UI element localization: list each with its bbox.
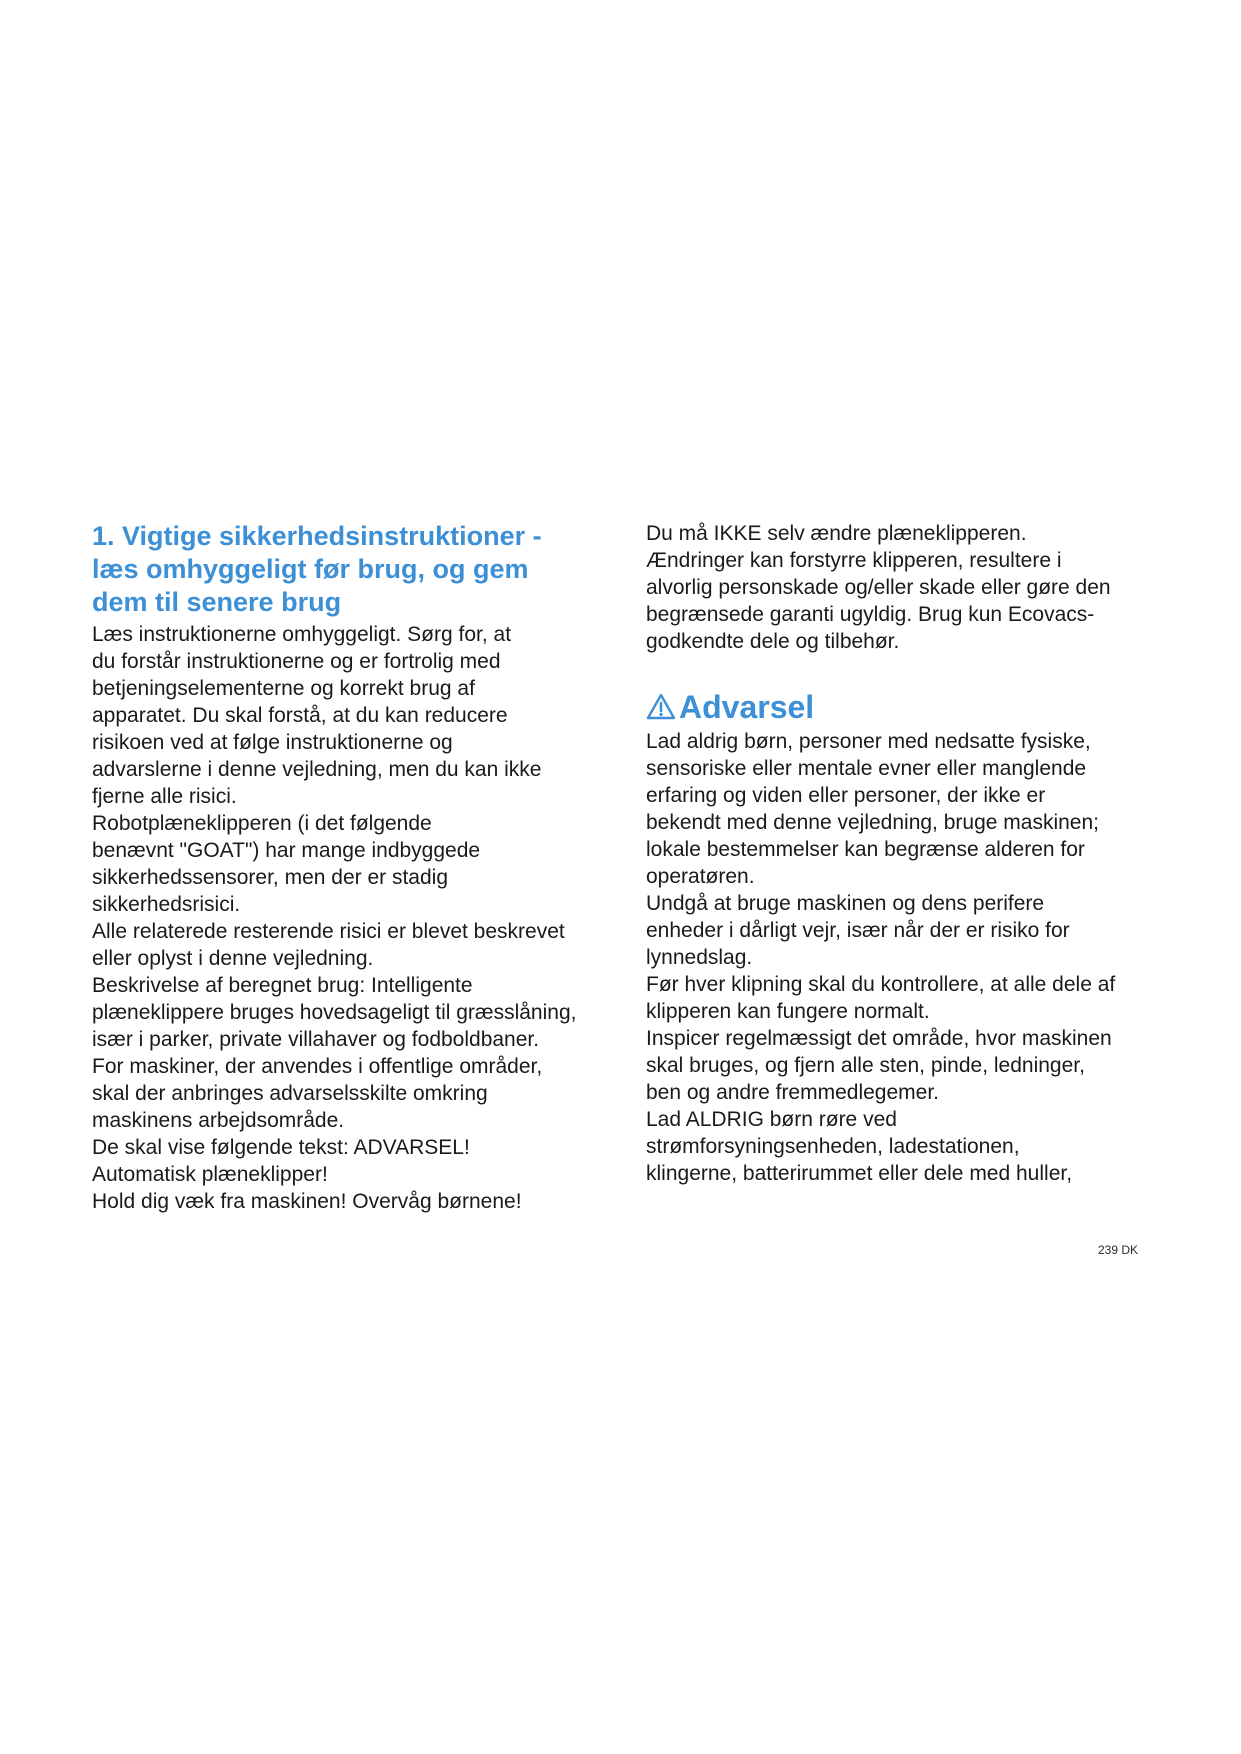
text-line: apparatet. Du skal forstå, at du kan reducere <box>92 704 508 727</box>
text-line: bekendt med denne vejledning, bruge maskinen; <box>646 811 1099 834</box>
touch-warning-paragraph <box>646 1106 1166 1187</box>
text-line: For maskiner, der anvendes i offentlige områder, <box>92 1055 543 1078</box>
text-line: advarslerne i denne vejledning, men du kan ikke <box>92 758 542 781</box>
warning-heading <box>646 688 1166 726</box>
text-line: især i parker, private villahaver og fodboldbaner. <box>92 1028 540 1051</box>
text-line: Hold dig væk fra maskinen! Overvåg børnene! <box>92 1190 522 1213</box>
intended-use-paragraph <box>92 972 612 1053</box>
text-line: fjerne alle risici. <box>92 785 237 808</box>
page-number: 239 DK <box>1098 1243 1139 1257</box>
intro-paragraph <box>92 621 612 810</box>
sign-text-paragraph <box>92 1134 612 1215</box>
text-line: godkendte dele og tilbehør. <box>646 630 900 653</box>
text-line: lokale bestemmelser kan begrænse alderen for <box>646 838 1085 861</box>
modification-paragraph <box>646 520 1166 655</box>
text-line: sikkerhedsrisici. <box>92 893 241 916</box>
text-line: Lad ALDRIG børn røre ved <box>646 1108 897 1131</box>
text-line: Inspicer regelmæssigt det område, hvor maskinen <box>646 1027 1112 1050</box>
residual-risk-paragraph <box>92 918 612 972</box>
text-line: sensoriske eller mentale evner eller manglende <box>646 757 1087 780</box>
sensors-paragraph <box>92 810 612 918</box>
text-line: alvorlig personskade og/eller skade eller gøre den <box>646 576 1111 599</box>
heading-line: dem til senere brug <box>92 587 342 617</box>
text-line: maskinens arbejdsområde. <box>92 1109 345 1132</box>
public-areas-paragraph <box>92 1053 612 1134</box>
heading-line: læs omhyggeligt før brug, og gem <box>92 554 529 584</box>
right-column <box>646 520 1166 1187</box>
text-line: lynnedslag. <box>646 946 753 969</box>
text-line: skal der anbringes advarselsskilte omkring <box>92 1082 488 1105</box>
warning-triangle-icon <box>646 692 676 722</box>
inspection-paragraph <box>646 1025 1166 1106</box>
text-line: benævnt "GOAT") har mange indbyggede <box>92 839 481 862</box>
text-line: erfaring og viden eller personer, der ikke er <box>646 784 1046 807</box>
section-heading <box>92 520 612 619</box>
children-paragraph <box>646 728 1166 890</box>
text-line: Du må IKKE selv ændre plæneklipperen. <box>646 522 1027 545</box>
text-line: Lad aldrig børn, personer med nedsatte fysiske, <box>646 730 1091 753</box>
pre-check-paragraph <box>646 971 1166 1025</box>
text-line: betjeningselementerne og korrekt brug af <box>92 677 475 700</box>
text-line: Beskrivelse af beregnet brug: Intelligente <box>92 974 473 997</box>
text-line: skal bruges, og fjern alle sten, pinde, ledninger, <box>646 1054 1085 1077</box>
text-line: Undgå at bruge maskinen og dens perifere <box>646 892 1045 915</box>
text-line: Automatisk plæneklipper! <box>92 1163 328 1186</box>
text-line: De skal vise følgende tekst: ADVARSEL! <box>92 1136 470 1159</box>
text-line: enheder i dårligt vejr, især når der er risiko for <box>646 919 1070 942</box>
text-line: ben og andre fremmedlegemer. <box>646 1081 940 1104</box>
text-line: klingerne, batterirummet eller dele med huller, <box>646 1162 1073 1185</box>
warning-title: Advarsel <box>679 689 815 725</box>
text-line: Alle relaterede resterende risici er blevet beskrevet <box>92 920 565 943</box>
weather-paragraph <box>646 890 1166 971</box>
text-line: Før hver klipning skal du kontrollere, at alle dele af <box>646 973 1116 996</box>
text-line: risikoen ved at følge instruktionerne og <box>92 731 453 754</box>
text-line: sikkerhedssensorer, men der er stadig <box>92 866 449 889</box>
text-line: du forstår instruktionerne og er fortrolig med <box>92 650 501 673</box>
text-line: Ændringer kan forstyrre klipperen, resultere i <box>646 549 1062 572</box>
text-line: klipperen kan fungere normalt. <box>646 1000 930 1023</box>
text-line: Robotplæneklipperen (i det følgende <box>92 812 432 835</box>
text-line: Læs instruktionerne omhyggeligt. Sørg for, at <box>92 623 512 646</box>
text-line: operatøren. <box>646 865 755 888</box>
text-line: begrænsede garanti ugyldig. Brug kun Ecovacs- <box>646 603 1095 626</box>
text-line: plæneklippere bruges hovedsageligt til græsslåning, <box>92 1001 577 1024</box>
text-line: strømforsyningsenheden, ladestationen, <box>646 1135 1020 1158</box>
left-column <box>92 520 612 1215</box>
heading-line: 1. Vigtige sikkerhedsinstruktioner - <box>92 521 542 551</box>
text-line: eller oplyst i denne vejledning. <box>92 947 374 970</box>
